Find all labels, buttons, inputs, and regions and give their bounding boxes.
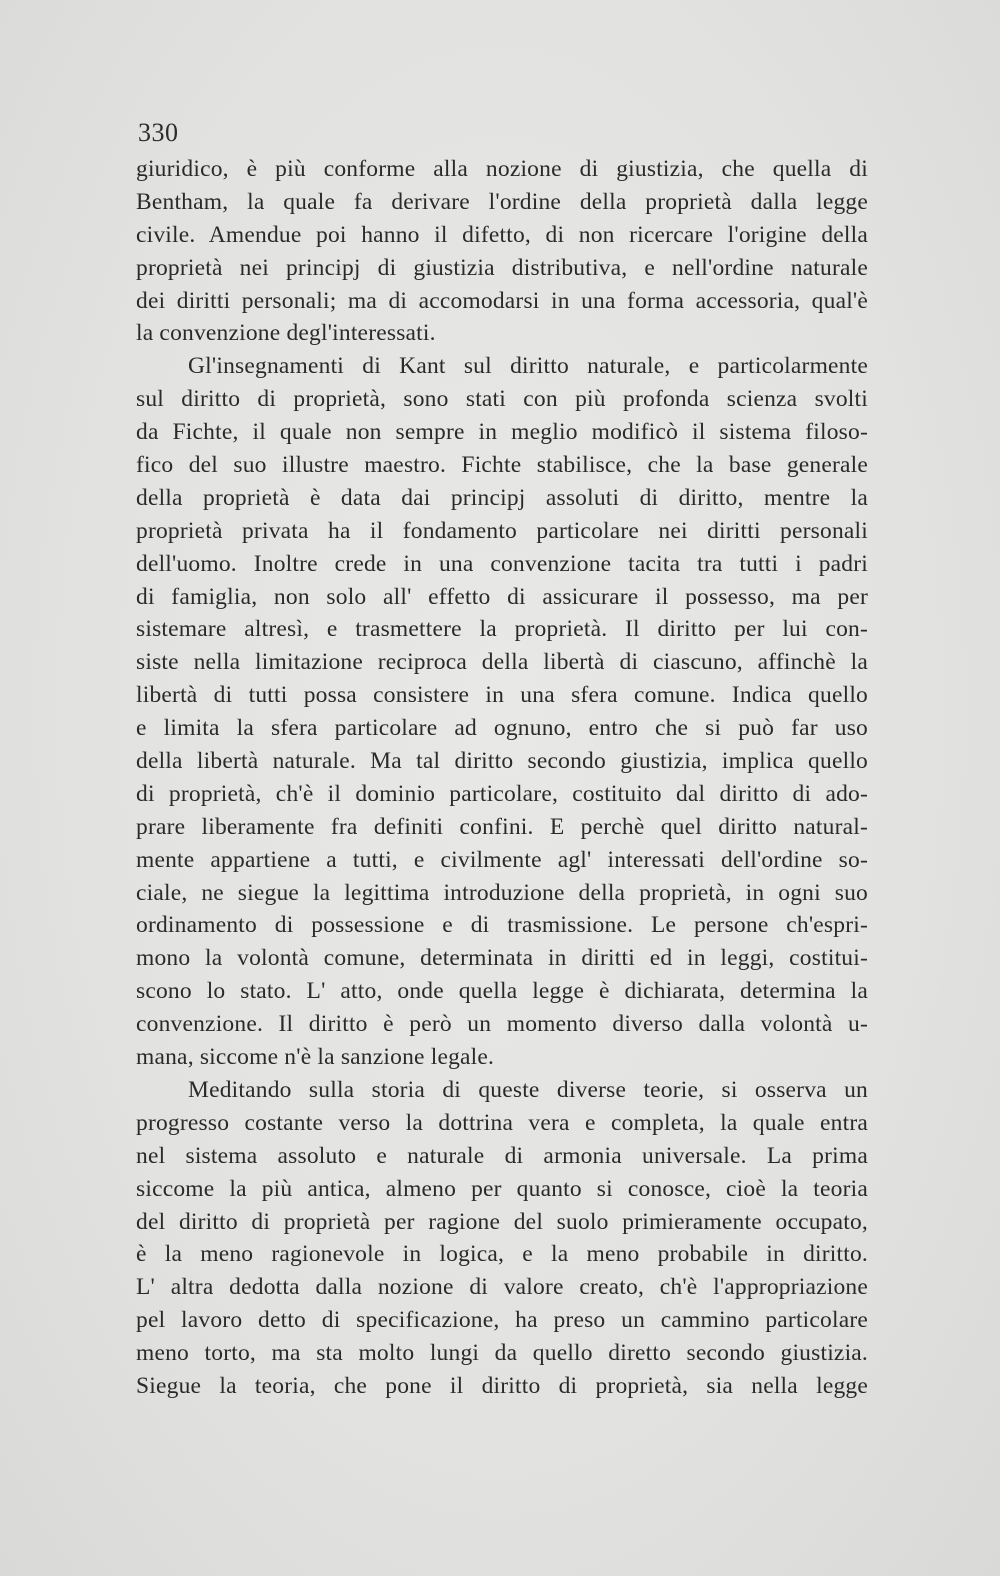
text-line: Siegue la teoria, che pone il diritto di proprietà, sia nella legge	[136, 1372, 868, 1399]
text-line: meno torto, ma sta molto lungi da quello diretto secondo giustizia.	[136, 1340, 868, 1367]
text-line: sistemare altresì, e trasmettere la proprietà. Il diritto per lui con-	[136, 616, 868, 643]
page-number: 330	[138, 118, 179, 147]
text-line: proprietà nei principj di giustizia distributiva, e nell'ordine naturale	[136, 254, 868, 281]
text-line: Meditando sulla storia di queste diverse teorie, si osserva un	[188, 1076, 868, 1103]
text-line: nel sistema assoluto e naturale di armonia universale. La prima	[136, 1142, 868, 1169]
text-line: siccome la più antica, almeno per quanto si conosce, cioè la teoria	[136, 1175, 868, 1202]
text-line: mente appartiene a tutti, e civilmente agl' interessati dell'ordine so-	[136, 846, 868, 873]
text-line: convenzione. Il diritto è però un momento diverso dalla volontà u-	[136, 1011, 868, 1038]
text-line: di famiglia, non solo all' effetto di assicurare il possesso, ma per	[136, 583, 868, 610]
text-line: ordinamento di possessione e di trasmissione. Le persone ch'espri-	[136, 912, 868, 939]
text-line: L' altra dedotta dalla nozione di valore creato, ch'è l'appropriazione	[136, 1274, 868, 1301]
text-line: mono la volontà comune, determinata in diritti ed in leggi, costitui-	[136, 945, 868, 972]
text-line: della libertà naturale. Ma tal diritto secondo giustizia, implica quello	[136, 748, 868, 775]
text-line: giuridico, è più conforme alla nozione di giustizia, che quella di	[136, 156, 868, 182]
text-line: Bentham, la quale fa derivare l'ordine della proprietà dalla legge	[136, 188, 868, 215]
text-line: e limita la sfera particolare ad ognuno, entro che si può far uso	[136, 715, 868, 742]
text-line: progresso costante verso la dottrina vera e completa, la quale entra	[136, 1109, 868, 1136]
text-line: mana, siccome n'è la sanzione legale.	[136, 1044, 495, 1071]
text-line: siste nella limitazione reciproca della libertà di ciascuno, affinchè la	[136, 649, 868, 676]
text-line: sul diritto di proprietà, sono stati con più profonda scienza svolti	[136, 386, 868, 413]
text-line: dei diritti personali; ma di accomodarsi in una forma accessoria, qual'è	[136, 287, 868, 314]
text-line: prare liberamente fra definiti confini. E perchè quel diritto natural-	[136, 813, 868, 840]
text-line: dell'uomo. Inoltre crede in una convenzione tacita tra tutti i padri	[136, 550, 868, 577]
text-line: del diritto di proprietà per ragione del suolo primieramente occupato,	[136, 1208, 868, 1235]
text-line: la convenzione degl'interessati.	[136, 320, 436, 347]
text-line: da Fichte, il quale non sempre in meglio modificò il sistema filoso-	[136, 419, 868, 446]
text-line: della proprietà è data dai principj assoluti di diritto, mentre la	[136, 484, 868, 511]
text-line: di proprietà, ch'è il dominio particolare, costituito dal diritto di ado-	[136, 780, 868, 807]
text-line: ciale, ne siegue la legittima introduzione della proprietà, in ogni suo	[136, 879, 868, 906]
text-line: libertà di tutti possa consistere in una sfera comune. Indica quello	[136, 682, 868, 709]
text-line: Gl'insegnamenti di Kant sul diritto naturale, e particolarmente	[188, 353, 868, 380]
text-line: proprietà privata ha il fondamento particolare nei diritti personali	[136, 517, 868, 544]
text-line: scono lo stato. L' atto, onde quella legge è dichiarata, determina la	[136, 978, 868, 1005]
body-text	[136, 153, 868, 1403]
text-line: è la meno ragionevole in logica, e la meno probabile in diritto.	[136, 1241, 868, 1268]
text-line: fico del suo illustre maestro. Fichte stabilisce, che la base generale	[136, 452, 868, 479]
text-line: civile. Amendue poi hanno il difetto, di non ricercare l'origine della	[136, 221, 868, 248]
text-line: pel lavoro detto di specificazione, ha preso un cammino particolare	[136, 1307, 868, 1334]
